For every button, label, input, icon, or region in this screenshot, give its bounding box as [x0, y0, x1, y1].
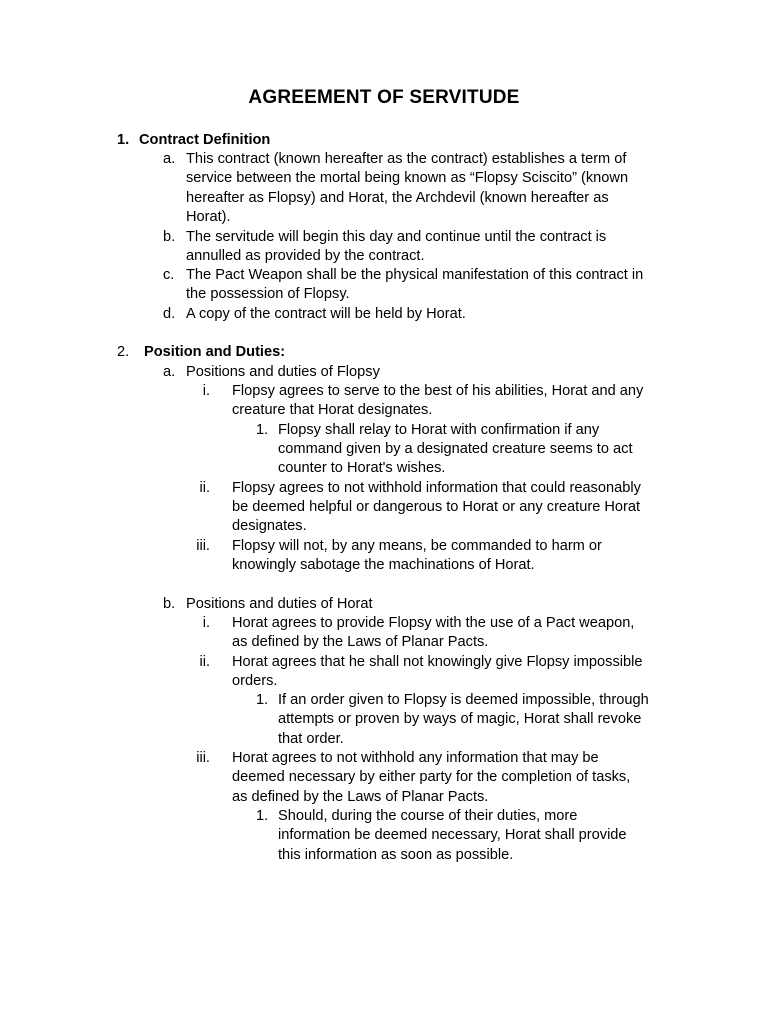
subitem-line: that order. — [278, 731, 344, 747]
item-line: hereafter as Flopsy) and Horat, the Archdevil (known hereafter as — [186, 190, 609, 206]
item-line: Flopsy will not, by any means, be commanded to harm or — [232, 538, 602, 554]
item-line: Horat agrees to provide Flopsy with the use of a Pact weapon, — [232, 615, 635, 631]
section-number: 2. — [117, 344, 130, 360]
subitem-marker: 1. — [256, 808, 269, 824]
item-marker: i. — [202, 615, 210, 631]
item-marker: c. — [163, 267, 175, 283]
subitem-line: command given by a designated creature seems to act — [278, 441, 633, 457]
item-line: as defined by the Laws of Planar Pacts. — [232, 634, 489, 650]
item-line: service between the mortal being known as “Flopsy Sciscito” (known — [186, 170, 629, 186]
subsection-text: Positions and duties of Flopsy — [186, 364, 380, 380]
item-line: Horat). — [186, 209, 231, 225]
item-line: knowingly sabotage the machinations of Horat. — [232, 557, 535, 573]
item-line: The Pact Weapon shall be the physical manifestation of this contract in — [186, 267, 644, 283]
subitem-line: Should, during the course of their duties, more — [278, 808, 578, 824]
item-line: designates. — [232, 518, 307, 534]
section-number: 1. — [117, 132, 130, 148]
item-line: The servitude will begin this day and continue until the contract is — [186, 229, 607, 245]
item-marker: ii. — [199, 480, 210, 496]
subitem-line: information be deemed necessary, Horat shall provide — [278, 827, 627, 843]
item-marker: d. — [163, 306, 176, 322]
item-line: creature that Horat designates. — [232, 402, 433, 418]
subsection-marker: a. — [163, 364, 176, 380]
item-line: deemed necessary by either party for the completion of tasks, — [232, 769, 631, 785]
item-line: Horat agrees that he shall not knowingly give Flopsy impossible — [232, 654, 643, 670]
document-title: AGREEMENT OF SERVITUDE — [248, 87, 520, 108]
item-line: Horat agrees to not withhold any information that may be — [232, 750, 599, 766]
item-marker: a. — [163, 151, 176, 167]
item-line: as defined by the Laws of Planar Pacts. — [232, 789, 489, 805]
subsection-marker: b. — [163, 596, 176, 612]
subitem-line: If an order given to Flopsy is deemed impossible, through — [278, 692, 649, 708]
item-marker: i. — [202, 383, 210, 399]
item-line: Flopsy agrees to serve to the best of his abilities, Horat and any — [232, 383, 644, 399]
subitem-line: Flopsy shall relay to Horat with confirmation if any — [278, 422, 600, 438]
subitem-marker: 1. — [256, 692, 269, 708]
item-line: orders. — [232, 673, 278, 689]
subitem-line: attempts or proven by ways of magic, Horat shall revoke — [278, 711, 642, 727]
item-marker: iii. — [196, 538, 210, 554]
section-heading: Position and Duties: — [144, 344, 286, 360]
subsection-text: Positions and duties of Horat — [186, 596, 373, 612]
item-line: Flopsy agrees to not withhold information that could reasonably — [232, 480, 641, 496]
item-line: This contract (known hereafter as the contract) establishes a term of — [186, 151, 627, 167]
section-heading: Contract Definition — [139, 132, 271, 148]
item-marker: ii. — [199, 654, 210, 670]
item-line: be deemed helpful or dangerous to Horat or any creature Horat — [232, 499, 641, 515]
item-line: A copy of the contract will be held by Horat. — [186, 306, 466, 322]
item-marker: iii. — [196, 750, 210, 766]
item-marker: b. — [163, 229, 176, 245]
subitem-line: this information as soon as possible. — [278, 847, 514, 863]
subitem-line: counter to Horat's wishes. — [278, 460, 446, 476]
subitem-marker: 1. — [256, 422, 269, 438]
item-line: annulled as provided by the contract. — [186, 248, 425, 264]
item-line: the possession of Flopsy. — [186, 286, 350, 302]
